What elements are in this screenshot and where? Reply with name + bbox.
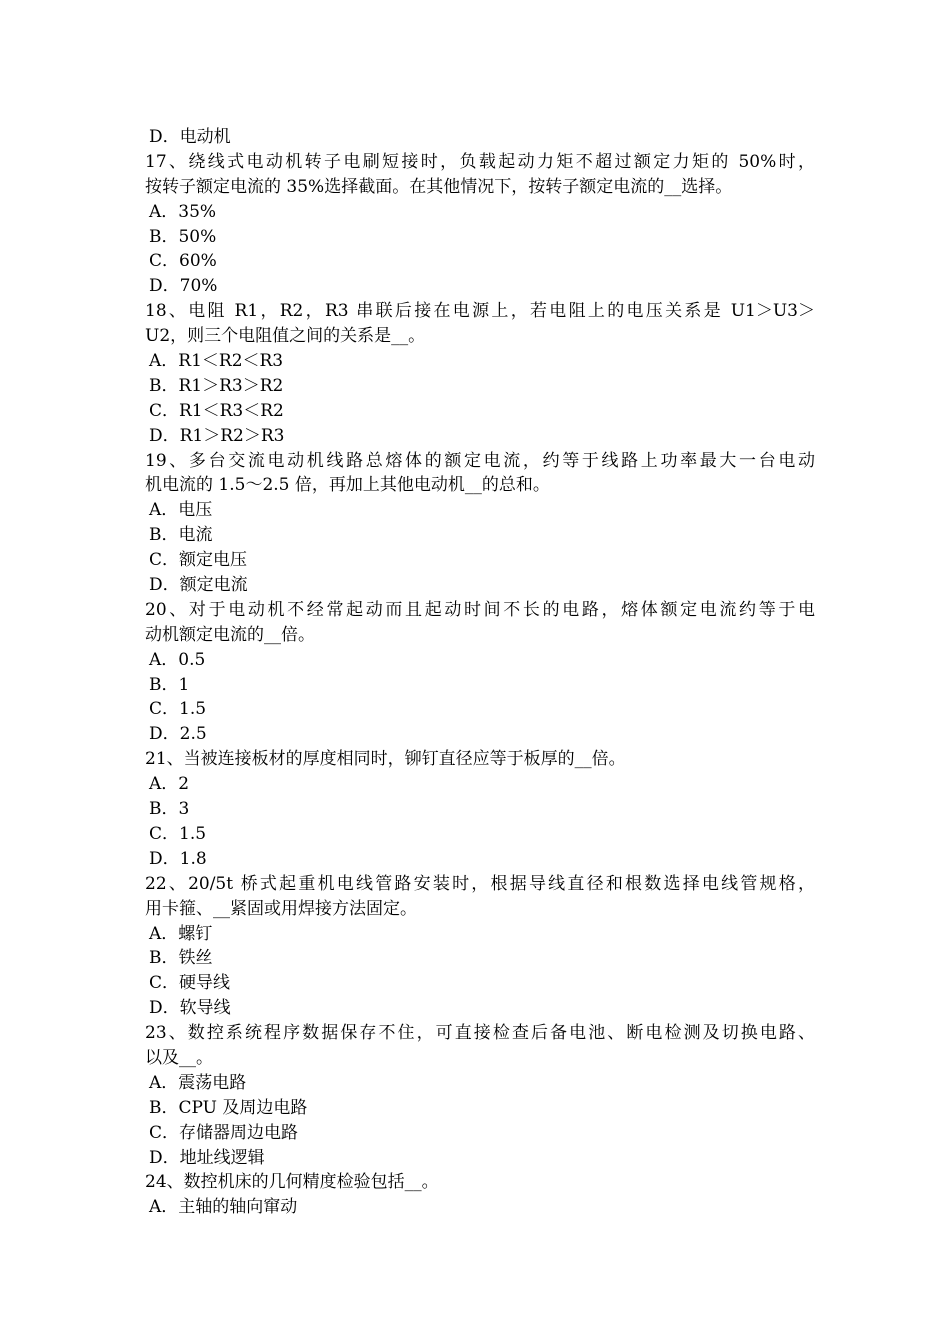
- answer-option: B．3: [149, 799, 190, 820]
- question-text: [145, 1021, 815, 1071]
- answer-option: C．R1＜R3＜R2: [149, 400, 284, 421]
- answer-option: B．50%: [149, 226, 217, 247]
- answer-option: A．35%: [149, 201, 217, 222]
- answer-option: A．电压: [149, 500, 213, 521]
- question-text: [145, 449, 815, 499]
- answer-option: A．2: [149, 774, 190, 795]
- question-line: 19、多台交流电动机线路总熔体的额定电流，约等于线路上功率最大一台电动: [145, 450, 815, 471]
- answer-option: D．70%: [149, 276, 218, 297]
- answer-option: D．电动机: [149, 127, 231, 147]
- answer-option: D．R1＞R2＞R3: [149, 425, 285, 446]
- answer-option: C．额定电压: [149, 550, 248, 571]
- answer-option: B．1: [149, 674, 190, 695]
- answer-option: D．2.5: [149, 724, 207, 745]
- question-line: 20、对于电动机不经常起动而且起动时间不长的电路，熔体额定电流约等于电: [145, 599, 815, 620]
- answer-option: C．60%: [149, 251, 217, 272]
- question-line: 22、20/5t 桥式起重机电线管路安装时，根据导线直径和根数选择电线管规格，: [145, 873, 815, 894]
- question-line: 21、当被连接板材的厚度相同时，铆钉直径应等于板厚的__倍。: [145, 749, 626, 770]
- answer-option: B．CPU 及周边电路: [149, 1097, 308, 1118]
- answer-option: C．硬导线: [149, 973, 231, 994]
- document-page: [145, 125, 815, 1220]
- answer-option: B．电流: [149, 525, 213, 546]
- question-line: U2，则三个电阻值之间的关系是__。: [145, 326, 426, 347]
- question-line: 以及__。: [145, 1047, 213, 1068]
- question-text: [145, 598, 815, 648]
- question-text: [145, 1170, 815, 1195]
- answer-option: A．0.5: [149, 649, 206, 670]
- question-text: [145, 872, 815, 922]
- answer-option: A．螺钉: [149, 923, 213, 944]
- question-line: 17、绕线式电动机转子电刷短接时，负载起动力矩不超过额定力矩的 50%时，: [145, 151, 815, 172]
- question-line: 动机额定电流的__倍。: [145, 624, 315, 645]
- answer-option: A．主轴的轴向窜动: [149, 1197, 298, 1218]
- answer-option: C．存储器周边电路: [149, 1122, 299, 1143]
- question-line: 23、数控系统程序数据保存不住，可直接检查后备电池、断电检测及切换电路、: [145, 1023, 815, 1044]
- answer-option: D．软导线: [149, 998, 231, 1019]
- question-text: [145, 299, 815, 349]
- question-line: 24、数控机床的几何精度检验包括__。: [145, 1172, 439, 1193]
- answer-option: D．额定电流: [149, 575, 248, 596]
- answer-option: D．1.8: [149, 848, 207, 869]
- answer-option: C．1.5: [149, 823, 207, 844]
- question-line: 按转子额定电流的 35%选择截面。在其他情况下，按转子额定电流的__选择。: [145, 176, 733, 197]
- answer-option: C．1.5: [149, 699, 207, 720]
- question-line: 用卡箍、__紧固或用焊接方法固定。: [145, 898, 417, 919]
- question-line: 机电流的 1.5～2.5 倍，再加上其他电动机__的总和。: [145, 475, 550, 496]
- answer-option: B．R1＞R3＞R2: [149, 375, 284, 396]
- answer-option: A．R1＜R2＜R3: [149, 351, 284, 372]
- question-text: [145, 747, 815, 772]
- question-line: 18、电阻 R1，R2，R3 串联后接在电源上，若电阻上的电压关系是 U1＞U3＞: [145, 301, 815, 322]
- question-text: [145, 150, 815, 200]
- answer-option: B．铁丝: [149, 948, 213, 969]
- answer-option: A．震荡电路: [149, 1072, 247, 1093]
- answer-option: D．地址线逻辑: [149, 1147, 265, 1168]
